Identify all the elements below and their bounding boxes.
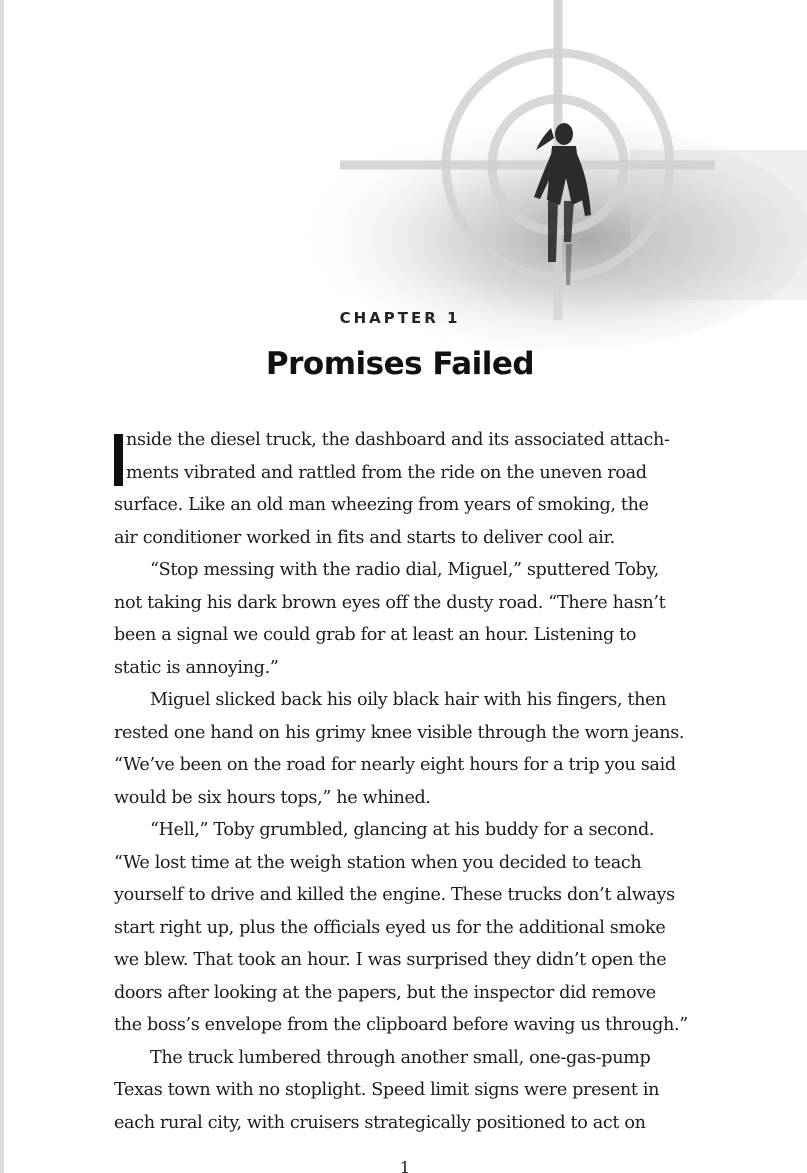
text-line: doors after looking at the papers, but the inspector did remove bbox=[114, 982, 656, 1003]
text-line: Texas town with no stoplight. Speed limit signs were present in bbox=[114, 1080, 660, 1100]
text-line: “Stop messing with the radio dial, Miguel,” sputtered Toby, bbox=[150, 560, 659, 580]
text-line: the boss’s envelope from the clipboard before waving us through.” bbox=[114, 1015, 688, 1035]
text-line: “Hell,” Toby grumbled, glancing at his buddy for a second. bbox=[150, 820, 655, 840]
chapter-title: Promises Failed bbox=[265, 346, 535, 382]
text-line: “We’ve been on the road for nearly eight hours for a trip you said bbox=[114, 755, 676, 775]
text-line: The truck lumbered through another small, one-gas-pump bbox=[150, 1047, 651, 1068]
drop-cap-letter-i bbox=[114, 434, 123, 486]
text-line: Miguel slicked back his oily black hair with his fingers, then bbox=[150, 690, 667, 710]
paragraph bbox=[114, 814, 688, 1042]
text-line: start right up, plus the officials eyed us for the additional smoke bbox=[114, 917, 666, 938]
text-line: air conditioner worked in fits and starts to deliver cool air. bbox=[114, 527, 615, 548]
paragraph bbox=[114, 684, 685, 814]
text-line: nside the diesel truck, the dashboard and its associated attach- bbox=[126, 430, 670, 450]
text-line: ments vibrated and rattled from the ride on the uneven road bbox=[126, 462, 647, 483]
text-line: each rural city, with cruisers strategically positioned to act on bbox=[114, 1112, 646, 1133]
text-line: static is annoying.” bbox=[114, 657, 279, 678]
text-line: yourself to drive and killed the engine. These trucks don’t always bbox=[114, 885, 675, 905]
paragraph bbox=[114, 424, 674, 554]
text-line: rested one hand on his grimy knee visible through the worn jeans. bbox=[114, 722, 685, 743]
text-line: not taking his dark brown eyes off the dusty road. “There hasn’t bbox=[114, 592, 666, 613]
text-line: we blew. That took an hour. I was surprised they didn’t open the bbox=[114, 950, 667, 970]
text-line: would be six hours tops,” he whined. bbox=[114, 787, 431, 808]
paragraph bbox=[114, 554, 674, 684]
text-line: “We lost time at the weigh station when you decided to teach bbox=[114, 852, 642, 873]
chapter-label: CHAPTER 1 bbox=[339, 309, 461, 327]
text-line: surface. Like an old man wheezing from years of smoking, the bbox=[114, 495, 649, 515]
page-edge-rule bbox=[0, 0, 4, 1173]
text-line: been a signal we could grab for at least an hour. Listening to bbox=[114, 625, 637, 645]
page-number: 1 bbox=[399, 1158, 411, 1173]
chapter-body bbox=[114, 424, 688, 1139]
paragraph bbox=[114, 1042, 674, 1140]
